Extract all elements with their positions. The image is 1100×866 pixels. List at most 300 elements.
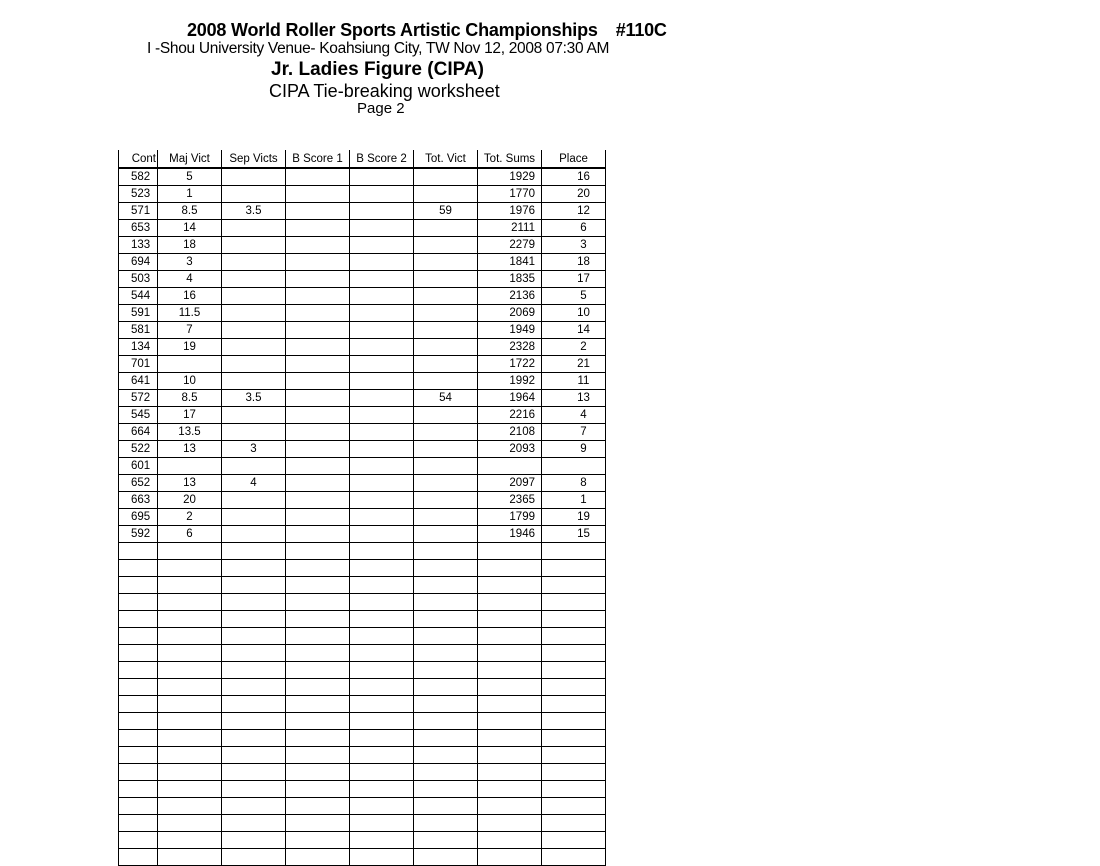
empty-cell: [542, 645, 606, 662]
empty-table-row: [119, 662, 606, 679]
cell-tot-vict: [414, 237, 478, 254]
empty-cell: [414, 679, 478, 696]
cell-sep-victs: [222, 271, 286, 288]
cell-place: 5: [542, 288, 606, 305]
cell-maj-vict: 6: [158, 526, 222, 543]
empty-table-row: [119, 713, 606, 730]
empty-cell: [350, 645, 414, 662]
empty-table-row: [119, 611, 606, 628]
cell-b-score-1: [286, 373, 350, 390]
cell-maj-vict: 18: [158, 237, 222, 254]
empty-cell: [158, 798, 222, 815]
cell-b-score-2: [350, 271, 414, 288]
cell-tot-vict: 59: [414, 203, 478, 220]
empty-table-row: [119, 815, 606, 832]
table-row: [119, 186, 606, 203]
cell-sep-victs: [222, 526, 286, 543]
table-row: [119, 492, 606, 509]
empty-cell: [350, 781, 414, 798]
cell-b-score-1: [286, 305, 350, 322]
cell-cont: 664: [119, 424, 158, 441]
cell-tot-vict: [414, 186, 478, 203]
cell-place: 9: [542, 441, 606, 458]
empty-table-row: [119, 747, 606, 764]
table-row: [119, 390, 606, 407]
cell-b-score-1: [286, 390, 350, 407]
empty-cell: [478, 849, 542, 866]
empty-cell: [350, 611, 414, 628]
cell-place: [542, 458, 606, 475]
cell-sep-victs: [222, 288, 286, 305]
cell-b-score-1: [286, 339, 350, 356]
empty-table-row: [119, 577, 606, 594]
cell-b-score-1: [286, 458, 350, 475]
cell-tot-sums: 1799: [478, 509, 542, 526]
document-title: [187, 20, 667, 41]
empty-cell: [478, 730, 542, 747]
empty-cell: [542, 849, 606, 866]
table-body: [119, 168, 606, 866]
empty-cell: [350, 747, 414, 764]
empty-table-row: [119, 832, 606, 849]
cell-cont: 134: [119, 339, 158, 356]
cell-tot-vict: [414, 441, 478, 458]
empty-cell: [286, 628, 350, 645]
empty-cell: [542, 594, 606, 611]
cell-cont: 582: [119, 168, 158, 186]
cell-sep-victs: [222, 373, 286, 390]
cell-sep-victs: 3: [222, 441, 286, 458]
table-row: [119, 220, 606, 237]
empty-cell: [414, 560, 478, 577]
empty-cell: [414, 696, 478, 713]
empty-cell: [350, 730, 414, 747]
cell-place: 20: [542, 186, 606, 203]
empty-cell: [542, 764, 606, 781]
empty-cell: [414, 798, 478, 815]
empty-cell: [478, 594, 542, 611]
cell-tot-sums: 2108: [478, 424, 542, 441]
cell-b-score-2: [350, 220, 414, 237]
cell-sep-victs: [222, 492, 286, 509]
cell-tot-vict: [414, 526, 478, 543]
empty-cell: [542, 781, 606, 798]
empty-cell: [478, 679, 542, 696]
empty-cell: [119, 628, 158, 645]
cell-b-score-2: [350, 305, 414, 322]
cell-b-score-1: [286, 254, 350, 271]
cell-maj-vict: 7: [158, 322, 222, 339]
empty-cell: [222, 645, 286, 662]
cell-cont: 695: [119, 509, 158, 526]
cell-maj-vict: 3: [158, 254, 222, 271]
empty-cell: [542, 577, 606, 594]
empty-cell: [119, 645, 158, 662]
cell-tot-sums: 2279: [478, 237, 542, 254]
empty-cell: [286, 764, 350, 781]
empty-table-row: [119, 679, 606, 696]
table-header-row: [119, 150, 606, 168]
empty-cell: [478, 628, 542, 645]
cell-b-score-1: [286, 220, 350, 237]
cell-maj-vict: 17: [158, 407, 222, 424]
empty-cell: [158, 560, 222, 577]
cell-tot-sums: [478, 458, 542, 475]
cell-tot-sums: 1992: [478, 373, 542, 390]
empty-cell: [158, 628, 222, 645]
empty-cell: [414, 781, 478, 798]
empty-cell: [119, 764, 158, 781]
empty-table-row: [119, 696, 606, 713]
empty-cell: [286, 747, 350, 764]
cell-tot-sums: 1835: [478, 271, 542, 288]
empty-cell: [119, 594, 158, 611]
empty-cell: [158, 662, 222, 679]
empty-cell: [222, 577, 286, 594]
empty-cell: [542, 798, 606, 815]
cell-cont: 545: [119, 407, 158, 424]
empty-cell: [119, 696, 158, 713]
empty-cell: [158, 764, 222, 781]
cell-maj-vict: 13: [158, 441, 222, 458]
cell-tot-vict: [414, 220, 478, 237]
cell-maj-vict: 13: [158, 475, 222, 492]
cell-b-score-2: [350, 390, 414, 407]
table-row: [119, 407, 606, 424]
empty-cell: [542, 628, 606, 645]
empty-cell: [478, 713, 542, 730]
cell-sep-victs: [222, 254, 286, 271]
empty-cell: [158, 713, 222, 730]
cell-place: 14: [542, 322, 606, 339]
empty-cell: [286, 577, 350, 594]
cell-place: 1: [542, 492, 606, 509]
empty-cell: [119, 730, 158, 747]
cell-b-score-2: [350, 322, 414, 339]
cell-tot-sums: 1949: [478, 322, 542, 339]
column-header-tot-sums: Tot. Sums: [478, 150, 542, 168]
empty-cell: [414, 543, 478, 560]
event-code: #110C: [615, 20, 667, 40]
empty-table-row: [119, 849, 606, 866]
empty-cell: [414, 747, 478, 764]
cell-maj-vict: 14: [158, 220, 222, 237]
empty-cell: [286, 594, 350, 611]
cell-sep-victs: [222, 322, 286, 339]
cell-tot-vict: [414, 254, 478, 271]
empty-cell: [414, 849, 478, 866]
column-header-maj-vict: Maj Vict: [158, 150, 222, 168]
cell-cont: 503: [119, 271, 158, 288]
empty-cell: [286, 815, 350, 832]
empty-cell: [119, 713, 158, 730]
empty-cell: [542, 696, 606, 713]
cell-b-score-2: [350, 526, 414, 543]
empty-cell: [286, 645, 350, 662]
empty-cell: [222, 594, 286, 611]
empty-cell: [542, 560, 606, 577]
cell-b-score-1: [286, 356, 350, 373]
cell-place: 18: [542, 254, 606, 271]
cell-maj-vict: 11.5: [158, 305, 222, 322]
empty-cell: [222, 764, 286, 781]
empty-cell: [350, 815, 414, 832]
cell-b-score-1: [286, 475, 350, 492]
empty-cell: [119, 679, 158, 696]
empty-cell: [119, 611, 158, 628]
empty-cell: [286, 611, 350, 628]
cell-cont: 522: [119, 441, 158, 458]
empty-cell: [542, 713, 606, 730]
empty-cell: [286, 543, 350, 560]
empty-cell: [414, 730, 478, 747]
cell-maj-vict: 10: [158, 373, 222, 390]
empty-cell: [414, 645, 478, 662]
empty-cell: [350, 679, 414, 696]
empty-cell: [222, 832, 286, 849]
cell-tot-sums: 1722: [478, 356, 542, 373]
empty-cell: [350, 594, 414, 611]
column-header-sep-victs: Sep Victs: [222, 150, 286, 168]
cell-tot-sums: 2365: [478, 492, 542, 509]
empty-cell: [350, 832, 414, 849]
cell-maj-vict: 16: [158, 288, 222, 305]
cell-maj-vict: 1: [158, 186, 222, 203]
cell-cont: 663: [119, 492, 158, 509]
cell-tot-sums: 2328: [478, 339, 542, 356]
cell-b-score-1: [286, 424, 350, 441]
empty-cell: [222, 628, 286, 645]
empty-table-row: [119, 781, 606, 798]
cell-sep-victs: [222, 237, 286, 254]
cell-tot-vict: [414, 458, 478, 475]
cell-b-score-2: [350, 424, 414, 441]
table-row: [119, 475, 606, 492]
cell-sep-victs: 3.5: [222, 203, 286, 220]
cell-b-score-2: [350, 254, 414, 271]
cell-b-score-1: [286, 322, 350, 339]
empty-cell: [414, 594, 478, 611]
empty-cell: [222, 543, 286, 560]
cell-b-score-2: [350, 203, 414, 220]
cell-tot-vict: [414, 407, 478, 424]
cell-b-score-1: [286, 509, 350, 526]
empty-cell: [478, 611, 542, 628]
empty-table-row: [119, 645, 606, 662]
cell-cont: 523: [119, 186, 158, 203]
cell-b-score-2: [350, 373, 414, 390]
cell-place: 4: [542, 407, 606, 424]
empty-cell: [414, 628, 478, 645]
empty-cell: [286, 696, 350, 713]
venue-line: I -Shou University Venue- Koahsiung City, TW Nov 12, 2008 07:30 AM: [147, 40, 610, 57]
empty-cell: [542, 611, 606, 628]
cell-tot-vict: [414, 305, 478, 322]
empty-cell: [478, 696, 542, 713]
empty-cell: [222, 713, 286, 730]
empty-cell: [119, 849, 158, 866]
empty-cell: [222, 849, 286, 866]
empty-cell: [478, 577, 542, 594]
empty-cell: [286, 849, 350, 866]
cell-maj-vict: 19: [158, 339, 222, 356]
cell-tot-sums: 1841: [478, 254, 542, 271]
worksheet-subtitle: CIPA Tie-breaking worksheet: [269, 81, 500, 101]
cell-b-score-1: [286, 237, 350, 254]
empty-table-row: [119, 560, 606, 577]
cell-tot-sums: 2093: [478, 441, 542, 458]
cell-sep-victs: [222, 220, 286, 237]
empty-cell: [222, 611, 286, 628]
empty-cell: [414, 815, 478, 832]
cell-b-score-1: [286, 407, 350, 424]
cell-cont: 571: [119, 203, 158, 220]
cell-sep-victs: 3.5: [222, 390, 286, 407]
empty-table-row: [119, 594, 606, 611]
empty-cell: [158, 577, 222, 594]
empty-cell: [478, 662, 542, 679]
empty-cell: [119, 662, 158, 679]
empty-cell: [542, 662, 606, 679]
empty-cell: [478, 815, 542, 832]
cell-b-score-1: [286, 441, 350, 458]
cell-maj-vict: 13.5: [158, 424, 222, 441]
cell-cont: 701: [119, 356, 158, 373]
empty-cell: [119, 832, 158, 849]
cell-tot-vict: [414, 373, 478, 390]
empty-cell: [350, 798, 414, 815]
empty-cell: [478, 645, 542, 662]
empty-cell: [350, 713, 414, 730]
empty-cell: [286, 832, 350, 849]
cell-tot-vict: [414, 339, 478, 356]
empty-cell: [478, 764, 542, 781]
cell-tot-vict: [414, 509, 478, 526]
cell-b-score-1: [286, 271, 350, 288]
column-header-place: Place: [542, 150, 606, 168]
cell-tot-vict: [414, 288, 478, 305]
cell-sep-victs: [222, 339, 286, 356]
empty-cell: [478, 798, 542, 815]
cell-place: 8: [542, 475, 606, 492]
cell-maj-vict: [158, 356, 222, 373]
table-row: [119, 305, 606, 322]
table-row: [119, 271, 606, 288]
empty-cell: [542, 832, 606, 849]
empty-cell: [286, 798, 350, 815]
empty-cell: [222, 815, 286, 832]
cell-place: 12: [542, 203, 606, 220]
empty-cell: [542, 679, 606, 696]
empty-cell: [158, 849, 222, 866]
cell-sep-victs: [222, 168, 286, 186]
empty-cell: [350, 577, 414, 594]
cell-tot-sums: 1964: [478, 390, 542, 407]
cell-b-score-2: [350, 288, 414, 305]
empty-table-row: [119, 543, 606, 560]
cell-place: 11: [542, 373, 606, 390]
empty-cell: [158, 832, 222, 849]
empty-cell: [222, 696, 286, 713]
empty-table-row: [119, 798, 606, 815]
empty-cell: [286, 781, 350, 798]
cell-cont: 601: [119, 458, 158, 475]
cell-cont: 572: [119, 390, 158, 407]
table-row: [119, 322, 606, 339]
empty-cell: [414, 713, 478, 730]
cell-maj-vict: 8.5: [158, 203, 222, 220]
cell-place: 7: [542, 424, 606, 441]
empty-cell: [350, 560, 414, 577]
table-row: [119, 424, 606, 441]
empty-cell: [158, 543, 222, 560]
table-row: [119, 441, 606, 458]
cell-b-score-2: [350, 509, 414, 526]
empty-cell: [414, 764, 478, 781]
cell-tot-vict: [414, 322, 478, 339]
cell-sep-victs: [222, 458, 286, 475]
empty-cell: [542, 543, 606, 560]
cell-place: 17: [542, 271, 606, 288]
cell-tot-vict: [414, 492, 478, 509]
empty-cell: [286, 713, 350, 730]
empty-cell: [478, 747, 542, 764]
tie-breaking-table: [118, 150, 606, 866]
cell-b-score-2: [350, 492, 414, 509]
empty-cell: [350, 764, 414, 781]
cell-cont: 641: [119, 373, 158, 390]
empty-cell: [542, 815, 606, 832]
cell-maj-vict: 4: [158, 271, 222, 288]
cell-cont: 544: [119, 288, 158, 305]
empty-cell: [119, 560, 158, 577]
cell-tot-vict: [414, 475, 478, 492]
empty-cell: [542, 730, 606, 747]
table-row: [119, 254, 606, 271]
empty-cell: [222, 730, 286, 747]
column-header-cont: Cont: [119, 150, 158, 168]
empty-cell: [158, 645, 222, 662]
empty-cell: [222, 747, 286, 764]
empty-cell: [119, 781, 158, 798]
cell-b-score-2: [350, 458, 414, 475]
empty-cell: [414, 611, 478, 628]
empty-cell: [158, 730, 222, 747]
cell-sep-victs: [222, 356, 286, 373]
empty-cell: [119, 815, 158, 832]
column-header-b-score-1: B Score 1: [286, 150, 350, 168]
cell-cont: 591: [119, 305, 158, 322]
cell-cont: 133: [119, 237, 158, 254]
table-row: [119, 237, 606, 254]
empty-cell: [350, 628, 414, 645]
column-header-tot-vict: Tot. Vict: [414, 150, 478, 168]
cell-sep-victs: [222, 305, 286, 322]
cell-sep-victs: 4: [222, 475, 286, 492]
empty-cell: [158, 815, 222, 832]
empty-cell: [222, 798, 286, 815]
empty-cell: [158, 594, 222, 611]
cell-b-score-2: [350, 441, 414, 458]
cell-place: 2: [542, 339, 606, 356]
cell-sep-victs: [222, 424, 286, 441]
cell-b-score-1: [286, 492, 350, 509]
empty-cell: [119, 543, 158, 560]
cell-place: 13: [542, 390, 606, 407]
cell-place: 21: [542, 356, 606, 373]
empty-cell: [158, 611, 222, 628]
table-row: [119, 373, 606, 390]
